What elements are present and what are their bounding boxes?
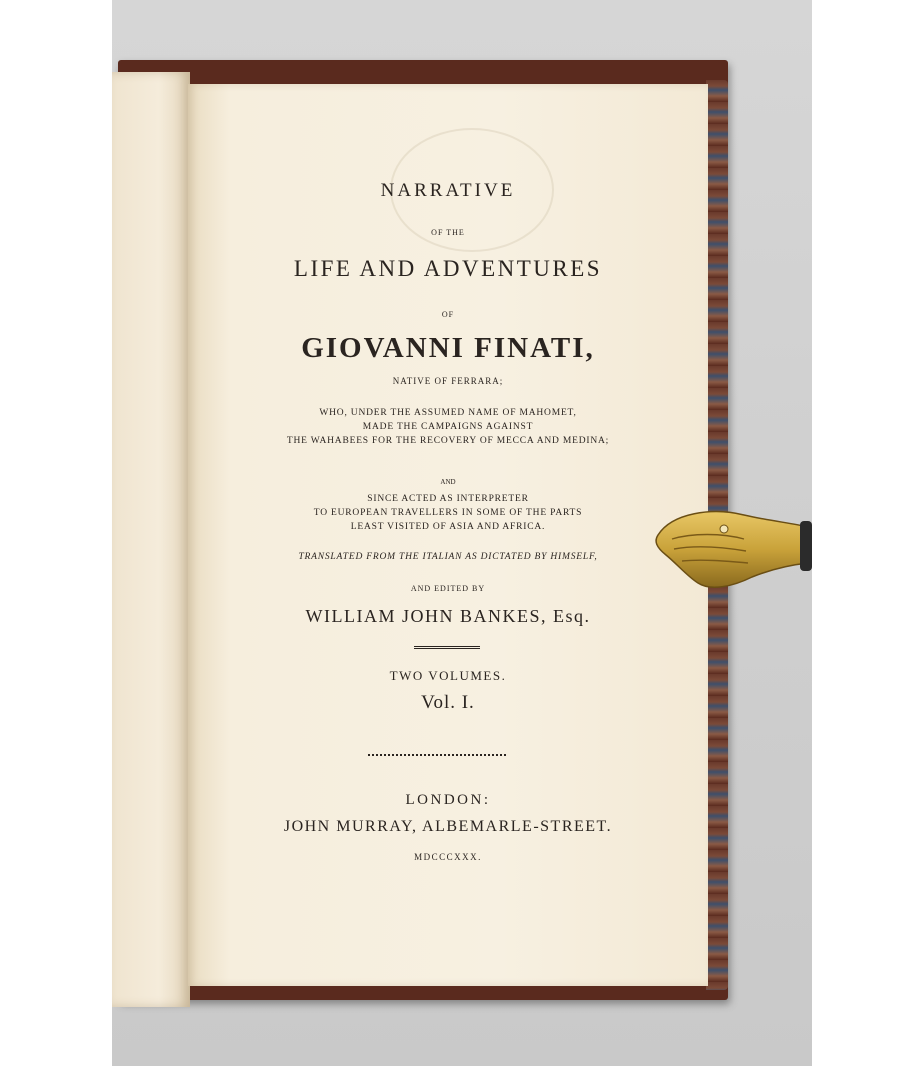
title-translated: TRANSLATED FROM THE ITALIAN AS DICTATED BY HIMSELF, <box>298 552 598 562</box>
title-author-name: GIOVANNI FINATI, <box>301 332 595 364</box>
title-since-block <box>188 492 708 534</box>
title-of-the: OF THE <box>431 228 465 237</box>
since-line: LEAST VISITED OF ASIA AND AFRICA. <box>350 522 546 532</box>
double-rule <box>414 646 480 649</box>
title-narrative: NARRATIVE <box>380 180 516 201</box>
title-city: LONDON: <box>405 792 491 808</box>
title-of: OF <box>441 310 455 319</box>
left-page <box>112 72 190 1007</box>
title-and: AND <box>440 478 456 486</box>
dotted-rule <box>368 754 506 756</box>
title-editor: WILLIAM JOHN BANKES, Esq. <box>305 606 591 626</box>
who-line: THE WAHABEES FOR THE RECOVERY OF MECCA AND MEDINA; <box>286 436 610 446</box>
since-line: SINCE ACTED AS INTERPRETER <box>367 494 529 504</box>
since-line: TO EUROPEAN TRAVELLERS IN SOME OF THE PARTS <box>313 508 583 518</box>
title-vol: Vol. I. <box>421 692 475 713</box>
title-life-and-adventures: LIFE AND ADVENTURES <box>293 256 603 281</box>
who-line: WHO, UNDER THE ASSUMED NAME OF MAHOMET, <box>319 408 577 418</box>
title-edited-by: AND EDITED BY <box>410 584 486 593</box>
brass-hand-clip-icon <box>652 503 812 593</box>
title-who-block <box>188 406 708 448</box>
who-line: MADE THE CAMPAIGNS AGAINST <box>362 422 534 432</box>
title-publisher: JOHN MURRAY, ALBEMARLE-STREET. <box>283 818 613 835</box>
title-date: MDCCCXXX. <box>414 852 482 862</box>
title-page-text <box>188 84 708 986</box>
title-volumes: TWO VOLUMES. <box>389 668 507 683</box>
title-native-of: NATIVE OF FERRARA; <box>392 376 504 386</box>
